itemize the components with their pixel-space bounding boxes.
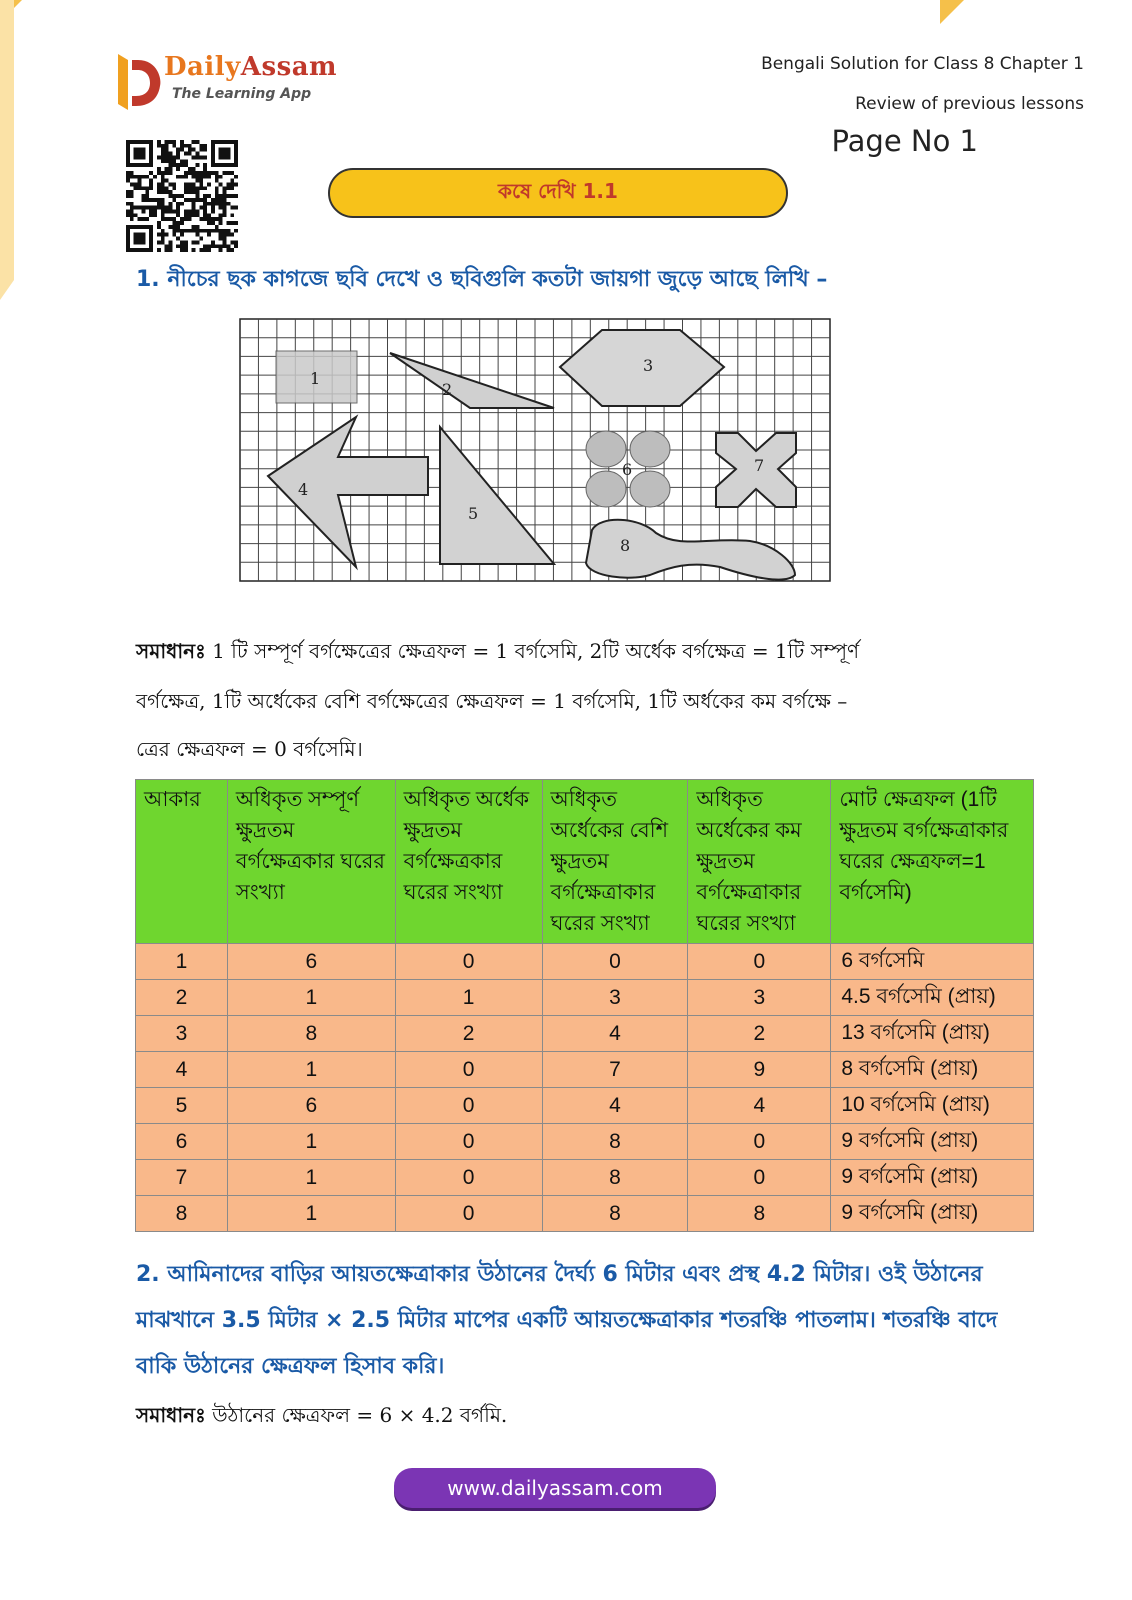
section-title: কষে দেখি 1.1 bbox=[498, 178, 618, 203]
table-cell: 0 bbox=[395, 944, 542, 980]
table-cell: 2 bbox=[688, 1016, 831, 1052]
table-cell: 8 bbox=[542, 1124, 688, 1160]
table-row bbox=[136, 1088, 1034, 1124]
table-cell: 5 bbox=[136, 1088, 228, 1124]
table-header-row bbox=[136, 780, 1034, 944]
table-header-cell: অধিকৃত অর্ধেকের বেশি ক্ষুদ্রতম বর্গক্ষেত্রাকার ঘরের সংখ্যা bbox=[542, 780, 688, 944]
table-cell: 0 bbox=[542, 944, 688, 980]
table-cell: 9 বর্গসেমি (প্রায়) bbox=[831, 1196, 1034, 1232]
header-page-number: Page No 1 bbox=[831, 124, 978, 158]
shape-label-8: 8 bbox=[620, 536, 631, 555]
table-cell: 13 বর্গসেমি (প্রায়) bbox=[831, 1016, 1034, 1052]
table-header-cell: অধিকৃত অর্ধেকের কম ক্ষুদ্রতম বর্গক্ষেত্রাকার ঘরের সংখ্যা bbox=[688, 780, 831, 944]
table-cell: 4 bbox=[136, 1052, 228, 1088]
table-cell: 6 বর্গসেমি bbox=[831, 944, 1034, 980]
shape-label-6: 6 bbox=[622, 460, 633, 479]
table-cell: 0 bbox=[395, 1196, 542, 1232]
table-cell: 8 bbox=[136, 1196, 228, 1232]
solution-1-label: সমাধানঃ bbox=[136, 639, 206, 663]
table-cell: 3 bbox=[136, 1016, 228, 1052]
table-cell: 9 বর্গসেমি (প্রায়) bbox=[831, 1124, 1034, 1160]
table-cell: 8 bbox=[542, 1160, 688, 1196]
table-header-cell: আকার bbox=[136, 780, 228, 944]
table-cell: 9 bbox=[688, 1052, 831, 1088]
table-header-cell: মোট ক্ষেত্রফল (1টি ক্ষুদ্রতম বর্গক্ষেত্রাকার ঘরের ক্ষেত্রফল=1 বর্গসেমি) bbox=[831, 780, 1034, 944]
solution-1-text-1: 1 টি সম্পূর্ণ বর্গক্ষেত্রের ক্ষেত্রফল = 1 বর্গসেমি, 2টি অর্ধেক বর্গক্ষেত্র = 1টি সম্পূর্ণ bbox=[212, 639, 860, 663]
solution-1-text-3: ত্রের ক্ষেত্রফল = 0 বর্গসেমি। bbox=[136, 737, 363, 761]
shape-label-2: 2 bbox=[442, 380, 453, 399]
table-cell: 6 bbox=[227, 944, 395, 980]
shape-label-3: 3 bbox=[643, 356, 654, 375]
table-cell: 0 bbox=[395, 1052, 542, 1088]
solution-2 bbox=[136, 1402, 1016, 1428]
table-cell: 3 bbox=[688, 980, 831, 1016]
table-cell: 10 বর্গসেমি (প্রায়) bbox=[831, 1088, 1034, 1124]
table-cell: 4 bbox=[542, 1088, 688, 1124]
table-cell: 8 bbox=[688, 1196, 831, 1232]
shape-label-4: 4 bbox=[298, 480, 309, 499]
table-row bbox=[136, 944, 1034, 980]
header-chapter: Review of previous lessons bbox=[855, 94, 1084, 114]
table-row bbox=[136, 1160, 1034, 1196]
table-cell: 7 bbox=[136, 1160, 228, 1196]
table-cell: 8 bbox=[227, 1016, 395, 1052]
table-header-cell: অধিকৃত অর্ধেক ক্ষুদ্রতম বর্গক্ষেত্রকার ঘরের সংখ্যা bbox=[395, 780, 542, 944]
shape-label-5: 5 bbox=[468, 504, 479, 523]
table-cell: 3 bbox=[542, 980, 688, 1016]
table-row bbox=[136, 1196, 1034, 1232]
solution-2-text: উঠানের ক্ষেত্রফল = 6 × 4.2 বর্গমি. bbox=[212, 1403, 508, 1427]
table-cell: 8 বর্গসেমি (প্রায়) bbox=[831, 1052, 1034, 1088]
qr-code-icon[interactable] bbox=[126, 140, 238, 252]
brand-tagline: The Learning App bbox=[172, 86, 312, 102]
table-cell: 1 bbox=[136, 944, 228, 980]
solution-2-label: সমাধানঃ bbox=[136, 1403, 206, 1427]
logo-d-icon bbox=[118, 54, 162, 110]
solution-1-line-1 bbox=[136, 638, 1016, 664]
table-cell: 2 bbox=[395, 1016, 542, 1052]
table-cell: 6 bbox=[227, 1088, 395, 1124]
table-cell: 2 bbox=[136, 980, 228, 1016]
table-row bbox=[136, 1124, 1034, 1160]
table-cell: 1 bbox=[227, 1160, 395, 1196]
brand-name bbox=[164, 52, 337, 82]
grid-figure bbox=[230, 305, 840, 590]
brand-logo bbox=[118, 50, 348, 110]
table-cell: 1 bbox=[227, 1196, 395, 1232]
table-cell: 0 bbox=[395, 1124, 542, 1160]
table-row bbox=[136, 980, 1034, 1016]
table-cell: 0 bbox=[395, 1088, 542, 1124]
table-row bbox=[136, 1052, 1034, 1088]
section-title-banner bbox=[328, 168, 788, 218]
footer-website-link[interactable]: www.dailyassam.com bbox=[394, 1468, 716, 1508]
table-cell: 4 bbox=[542, 1016, 688, 1052]
table-cell: 6 bbox=[136, 1124, 228, 1160]
brand-name-daily: Daily bbox=[164, 52, 241, 82]
solution-1-text-2: বর্গক্ষেত্র, 1টি অর্ধেকের বেশি বর্গক্ষেত্রের ক্ষেত্রফল = 1 বর্গসেমি, 1টি অর্ধকের কম বর্গক্ষে – bbox=[136, 689, 848, 713]
table-cell: 0 bbox=[688, 1160, 831, 1196]
table-cell: 4.5 বর্গসেমি (প্রায়) bbox=[831, 980, 1034, 1016]
question-1: 1. নীচের ছক কাগজে ছবি দেখে ও ছবিগুলি কতটা জায়গা জুড়ে আছে লিখি – bbox=[136, 267, 828, 292]
shape-label-7: 7 bbox=[754, 456, 765, 475]
table-cell: 0 bbox=[688, 944, 831, 980]
table-cell: 1 bbox=[227, 1052, 395, 1088]
shape-label-1: 1 bbox=[310, 369, 321, 388]
area-table bbox=[135, 779, 1034, 1232]
brand-name-assam: Assam bbox=[240, 52, 338, 82]
question-2: 2. আমিনাদের বাড়ির আয়তক্ষেত্রাকার উঠানের দৈর্ঘ্য 6 মিটার এবং প্রস্থ 4.2 মিটার। ওই উঠানের মাঝখানে 3.5 মিটার × 2.5 মিটার মাপের একটি আয়তক্ষেত্রাকার শতরঞ্চি পাতলাম। শতরঞ্চি বাদে বাকি উঠানের ক্ষেত্রফল হিসাব করি। bbox=[136, 1262, 998, 1379]
table-cell: 1 bbox=[227, 980, 395, 1016]
table-row bbox=[136, 1016, 1034, 1052]
table-cell: 1 bbox=[395, 980, 542, 1016]
table-header-cell: অধিকৃত সম্পূর্ণ ক্ষুদ্রতম বর্গক্ষেত্রকার ঘরের সংখ্যা bbox=[227, 780, 395, 944]
table-cell: 1 bbox=[227, 1124, 395, 1160]
table-cell: 8 bbox=[542, 1196, 688, 1232]
table-cell: 0 bbox=[395, 1160, 542, 1196]
header-subject: Bengali Solution for Class 8 Chapter 1 bbox=[761, 54, 1084, 74]
table-cell: 9 বর্গসেমি (প্রায়) bbox=[831, 1160, 1034, 1196]
table-cell: 7 bbox=[542, 1052, 688, 1088]
table-cell: 0 bbox=[688, 1124, 831, 1160]
table-cell: 4 bbox=[688, 1088, 831, 1124]
